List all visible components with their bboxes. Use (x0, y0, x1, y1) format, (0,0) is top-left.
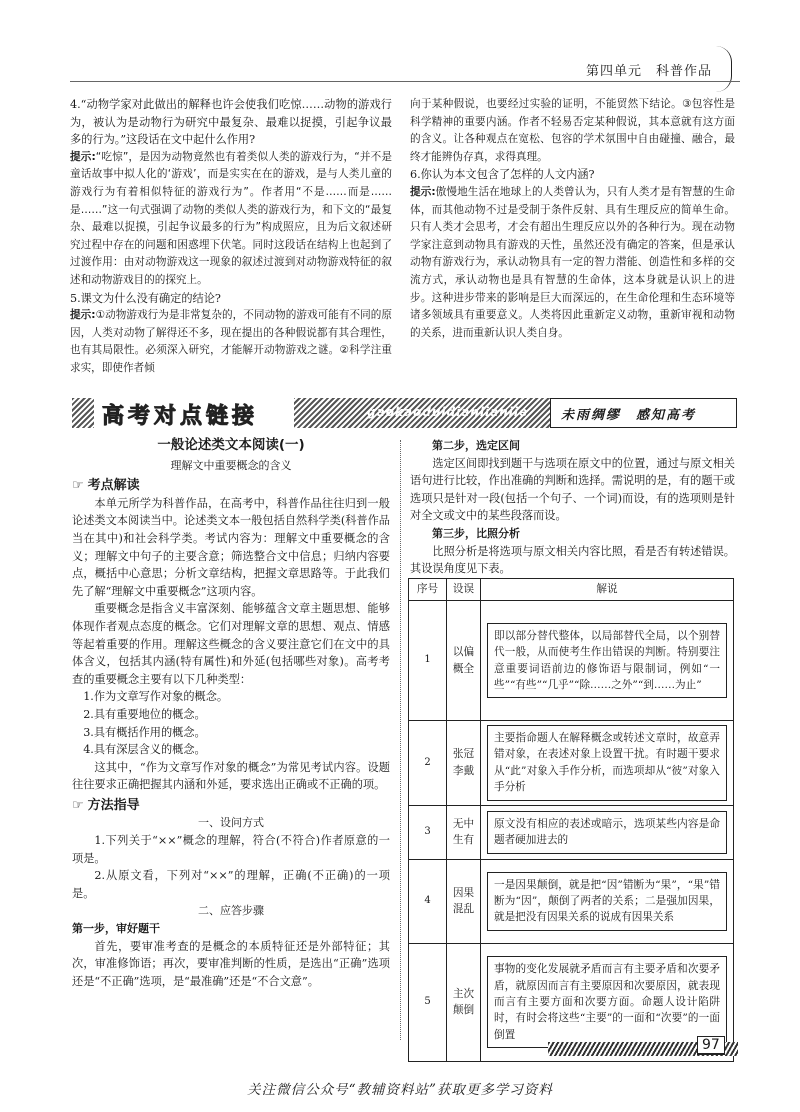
section-subtitle: 理解文中重要概念的含义 (170, 458, 292, 472)
paragraph-3: 这其中，“作为文章写作对象的概念”为常见考试内容。设题往往要求正确把握其内涵和外延，要求选出正确或不正确的项。 (72, 760, 390, 792)
banner-slogan: 未雨绸缪 感知高考 (561, 408, 697, 423)
ask-format-2: 2.从原文看，下列对“××”的理解，正确(不正确)的一项是。 (72, 869, 390, 900)
explanation-text: 事物的变化发展就矛盾而言有主要矛盾和次要矛盾，就原因而言有主要原因和次要原因，就表现而言有主要方面和次要方面。命题人设计陷阱时，有时会将这些“主要”的一面和“次要”的一面倒置 (487, 956, 727, 1048)
error-type: 因果混乱 (447, 859, 481, 943)
table-row (409, 601, 734, 721)
error-type: 张冠李戴 (447, 721, 481, 806)
error-type: 以偏概全 (447, 601, 481, 721)
pointing-hand-icon: ☞ (72, 797, 84, 813)
hint-label: 提示: (70, 309, 96, 322)
question-5-hint (70, 307, 392, 377)
table-header-row (409, 579, 734, 601)
top-left-column (70, 96, 392, 378)
error-explanation (481, 859, 734, 943)
lower-left-column (72, 437, 390, 990)
subheading-answer-steps: 二、应答步骤 (198, 904, 264, 918)
list-item: 1.作为文章写作对象的概念。 (83, 690, 229, 704)
question-6-hint (410, 184, 735, 342)
section-banner (72, 398, 737, 428)
table-row (409, 805, 734, 859)
explanation-text: 即以部分替代整体，以局部替代全局，以个别替代一般，从而使考生作出错误的判断。特别要注意重要词语前边的修饰语与限制词，例如“一些”“有些”“几乎”“除……之外”“到……为止” (487, 623, 727, 699)
header-curve-decoration (716, 46, 732, 92)
banner-slogan-box (550, 398, 737, 428)
question-6: 6.你认为本文包含了怎样的人文内涵? (410, 168, 595, 182)
subheading-ask-method: 一、设问方式 (198, 816, 264, 830)
step-1-title: 第一步，审好题干 (72, 922, 160, 936)
step-1-text: 首先，要审准考查的是概念的本质特征还是外部特征；其次，审准修饰语；再次，要审准判断的性质，是选出“正确”选项还是“不正确”选项，是“最准确”还是“不合文意”。 (72, 939, 390, 988)
row-number: 2 (409, 721, 447, 806)
footer-watermark-note: 关注微信公众号“教辅资料站”获取更多学习资料 (247, 1082, 553, 1098)
table-row (409, 721, 734, 806)
question-4: 4.“动物学家对此做出的解释也许会使我们吃惊……动物的游戏行为，被认为是动物行为研究中最复杂、最难以捉摸，引起争议最多的行为。”这段话在文中起什么作用? (70, 98, 392, 147)
column-header: 解说 (481, 579, 734, 601)
table-row (409, 859, 734, 943)
paragraph-1: 本单元所学为科普作品，在高考中，科普作品往往归到一般论述类文本阅读当中。论述类文本一般包括自然科学类(科普作品当在其中)和社会科学类。考试内容为：理解文中重要概念的含义；理解文中句子的主要含意；筛选整合文中信息；归纳内容要点，概括中心意思；分析文章结构，把握文章思路等。于此我们先了解“理解文中重要概念”这项内容。 (72, 496, 390, 598)
hint-text: 傲慢地生活在地球上的人类曾认为，只有人类才是有智慧的生命体，而其他动物不过是受制于条件反射、具有生理反应的简单生命。只有人类才会思考，才会有超出生理反应以外的各种行为。现在动物学家注意到动物具有游戏的天性，虽然还没有确定的答案，但是承认动物有游戏行为，承认动物具有一定的智力潜能、创造性和多样的交流方式，承认动物也是具有智慧的生命体，这本身就是认识上的进步。这种进步带来的影响是巨大而深远的，在生命伦理和生态环境等诸多领域具有重要意义。人类将因此重新定义动物，重新审视和动物的关系，进而重新认识人类自身。 (410, 185, 735, 339)
page-number: 97 (697, 1036, 725, 1055)
row-number: 5 (409, 943, 447, 1061)
step-3-text: 比照分析是将选项与原文相关内容比照，看是否有转述错误。其设误角度见下表。 (410, 544, 735, 576)
heading-fangfa (72, 797, 390, 815)
heading-kaodian (72, 477, 390, 495)
unit-title: 第四单元 科普作品 (585, 64, 712, 79)
error-type: 无中生有 (447, 805, 481, 859)
banner-pinyin: gaokaoduidianlianjie (367, 405, 529, 419)
step-3-title: 第三步，比照分析 (432, 526, 520, 540)
heading-text: 方法指导 (87, 797, 140, 813)
question-4-hint (70, 149, 392, 290)
explanation-text: 一是因果颠倒，就是把“因”错断为“果”，“果”错断为“因”，颠倒了两者的关系；二是强加因果，就是把没有因果关系的说成有因果关系 (487, 872, 727, 931)
list-item: 4.具有深层含义的概念。 (83, 743, 206, 757)
explanation-text: 原文没有相应的表述或暗示，选项某些内容是命题者硬加进去的 (487, 811, 727, 854)
row-number: 3 (409, 805, 447, 859)
error-explanation (481, 721, 734, 806)
step-2-text: 选定区间即找到题干与选项在原文中的位置，通过与原文相关语句进行比较，作出准确的判断和选择。需说明的是，有的题干或选项只是针对一段(包括一个句子、一个词)而设，有的选项则是针对全文或文中的某些段落而设。 (410, 456, 735, 523)
row-number: 4 (409, 859, 447, 943)
top-right-column (410, 96, 735, 342)
column-header: 序号 (409, 579, 447, 601)
paragraph-2: 重要概念是指含义丰富深刻、能够蕴含文章主题思想、能够体现作者观点态度的概念。它们对理解文章的思想、观点、情感等起着重要的作用。理解这些概念的含义要注意它们在文中的具体含义，包括其内涵(特有属性)和外延(包括哪些对象)。高考考查的重要概念主要有以下几种类型： (72, 602, 390, 686)
hint-text: “吃惊”，是因为动物竟然也有着类似人类的游戏行为，“并不是童话故事中拟人化的‘游戏’，而是实实在在的游戏，是与人类儿童的游戏行为有着相似特征的游戏行为”。作者用“不是……而是……是……”这一句式强调了动物的类似人类的游戏行为，和下文的“最复杂、最难以捉摸，引起争议最多的行为”构成照应，且为后文叙述研究过程中存在的问题和困惑埋下伏笔。同时这段话在结构上也起到了过渡作用：由对动物游戏这一现象的叙述过渡到对动物游戏特征的叙述和动物游戏目的的探究上。 (70, 150, 392, 286)
hint-label: 提示: (70, 150, 96, 163)
error-explanation (481, 601, 734, 721)
header-rule (70, 81, 740, 82)
list-item: 3.具有概括作用的概念。 (83, 725, 206, 739)
step-2-title: 第二步，选定区间 (432, 439, 520, 452)
error-type: 主次颠倒 (447, 943, 481, 1061)
hint-label: 提示: (410, 185, 436, 198)
list-item: 2.具有重要地位的概念。 (83, 707, 206, 721)
question-5-hint-continued: 向于某种假说，也要经过实验的证明，不能贸然下结论。③包容性是科学精神的重要内涵。作者不轻易否定某种假说，其本意就有这方面的含义。让各种观点在宽松、包容的学术氛围中自由碰撞、融合，最终才能辨伪存真，求得真理。 (410, 98, 735, 163)
row-number: 1 (409, 601, 447, 721)
pointing-hand-icon: ☞ (72, 478, 84, 494)
section-title: 一般论述类文本阅读(一) (157, 437, 305, 453)
ask-format-1: 1.下列关于“××”概念的理解，符合(不符合)作者原意的一项是。 (72, 834, 390, 865)
hint-text: ①动物游戏行为是非常复杂的，不同动物的游戏可能有不同的原因，人类对动物了解得还不多，现在提出的各种假说都有其合理性，也有其局限性。必须深入研究，才能解开动物游戏之谜。②科学注重求实，即使作者倾 (70, 309, 392, 374)
heading-text: 考点解读 (87, 478, 140, 494)
explanation-text: 主要指命题人在解释概念或转述文章时，故意弄错对象，在表述对象上设置干扰。有时题干要求从“此”对象入手作分析，而选项却从“彼”对象入手分析 (487, 725, 727, 801)
column-divider (400, 440, 401, 1040)
column-header: 设误 (447, 579, 481, 601)
banner-title: 高考对点链接 (102, 404, 259, 429)
lower-right-column (410, 437, 735, 578)
error-analysis-table (408, 578, 734, 1062)
question-5: 5.课文为什么没有确定的结论? (70, 291, 221, 305)
error-explanation (481, 805, 734, 859)
